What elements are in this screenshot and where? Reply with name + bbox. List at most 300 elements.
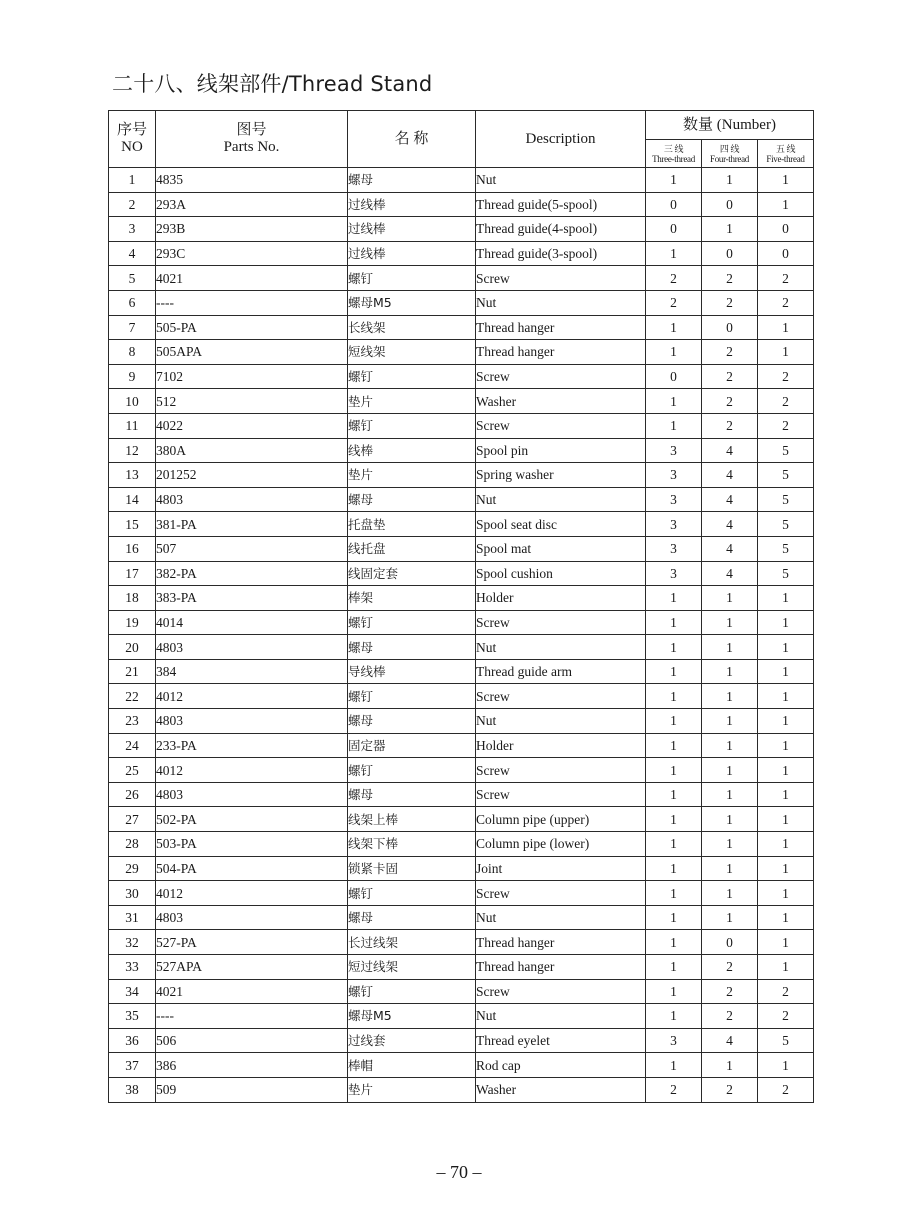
part-number: 4835: [156, 168, 348, 193]
qty-three-thread: 1: [646, 782, 702, 807]
qty-five-thread: 1: [758, 832, 814, 857]
qty-three-thread: 1: [646, 955, 702, 980]
qty-five-thread: 1: [758, 340, 814, 365]
table-header: [109, 111, 814, 168]
qty-three-thread: 0: [646, 217, 702, 242]
row-number: 37: [109, 1053, 156, 1078]
qty-five-thread: 1: [758, 733, 814, 758]
qty-five-thread: 1: [758, 1053, 814, 1078]
table-row: [109, 438, 814, 463]
table-row: [109, 709, 814, 734]
qty-four-thread: 4: [702, 1028, 758, 1053]
part-number: 509: [156, 1077, 348, 1102]
row-number: 32: [109, 930, 156, 955]
qty-five-thread: 5: [758, 512, 814, 537]
qty-four-thread: 1: [702, 758, 758, 783]
qty-four-thread: 1: [702, 610, 758, 635]
table-row: [109, 463, 814, 488]
part-name-cn: 螺母M5: [348, 290, 476, 315]
part-name-cn: 过线套: [348, 1028, 476, 1053]
qty-four-thread: 2: [702, 364, 758, 389]
part-description: Spool mat: [476, 536, 646, 561]
part-name-cn: 螺母M5: [348, 1004, 476, 1029]
part-number: 7102: [156, 364, 348, 389]
part-description: Nut: [476, 168, 646, 193]
qty-five-thread: 5: [758, 1028, 814, 1053]
part-name-cn: 锁紧卡固: [348, 856, 476, 881]
part-name-cn: 长线架: [348, 315, 476, 340]
header-part-cn: 图号: [236, 122, 267, 138]
table-row: [109, 782, 814, 807]
qty-five-thread: 5: [758, 561, 814, 586]
qty-three-thread: 1: [646, 881, 702, 906]
part-description: Screw: [476, 979, 646, 1004]
table-row: [109, 192, 814, 217]
part-number: 382-PA: [156, 561, 348, 586]
part-number: 293C: [156, 241, 348, 266]
qty-five-thread: 1: [758, 684, 814, 709]
part-number: 4021: [156, 979, 348, 1004]
qty-four-thread: 1: [702, 635, 758, 660]
qty-four-thread: 1: [702, 659, 758, 684]
part-description: Nut: [476, 487, 646, 512]
table-row: [109, 758, 814, 783]
part-description: Holder: [476, 733, 646, 758]
qty-five-thread: 2: [758, 290, 814, 315]
parts-table: [108, 110, 814, 1103]
part-name-cn: 螺母: [348, 782, 476, 807]
part-number: 4012: [156, 881, 348, 906]
row-number: 3: [109, 217, 156, 242]
qty-five-thread: 1: [758, 905, 814, 930]
qty-four-thread: 1: [702, 168, 758, 193]
row-number: 4: [109, 241, 156, 266]
part-number: 512: [156, 389, 348, 414]
header-four-en: Four-thread: [709, 153, 749, 164]
part-description: Nut: [476, 1004, 646, 1029]
part-number: 507: [156, 536, 348, 561]
row-number: 25: [109, 758, 156, 783]
part-name-cn: 螺母: [348, 905, 476, 930]
row-number: 26: [109, 782, 156, 807]
qty-three-thread: 1: [646, 635, 702, 660]
qty-three-thread: 1: [646, 930, 702, 955]
part-number: 4803: [156, 487, 348, 512]
qty-three-thread: 3: [646, 536, 702, 561]
row-number: 20: [109, 635, 156, 660]
part-description: Thread hanger: [476, 930, 646, 955]
qty-four-thread: 1: [702, 709, 758, 734]
table-row: [109, 340, 814, 365]
table-row: [109, 856, 814, 881]
part-number: 504-PA: [156, 856, 348, 881]
header-three-en: Three-thread: [652, 153, 695, 164]
qty-four-thread: 4: [702, 561, 758, 586]
row-number: 11: [109, 413, 156, 438]
table-row: [109, 1077, 814, 1102]
header-no-cn: 序号: [116, 122, 147, 138]
part-description: Screw: [476, 684, 646, 709]
part-description: Screw: [476, 758, 646, 783]
table-row: [109, 635, 814, 660]
part-number: 505-PA: [156, 315, 348, 340]
qty-four-thread: 2: [702, 266, 758, 291]
qty-three-thread: 3: [646, 438, 702, 463]
qty-five-thread: 5: [758, 536, 814, 561]
part-number: 4803: [156, 905, 348, 930]
qty-five-thread: 0: [758, 241, 814, 266]
qty-three-thread: 1: [646, 684, 702, 709]
qty-five-thread: 1: [758, 955, 814, 980]
header-five-cn: 五 线: [775, 143, 796, 154]
row-number: 16: [109, 536, 156, 561]
header-description: Description: [476, 111, 646, 168]
qty-four-thread: 4: [702, 536, 758, 561]
part-name-cn: 线架下棒: [348, 832, 476, 857]
table-row: [109, 536, 814, 561]
part-number: 201252: [156, 463, 348, 488]
qty-five-thread: 1: [758, 709, 814, 734]
qty-five-thread: 5: [758, 463, 814, 488]
table-row: [109, 1053, 814, 1078]
part-description: Thread guide(3-spool): [476, 241, 646, 266]
header-three-cn: 三 线: [663, 143, 684, 154]
qty-three-thread: 1: [646, 315, 702, 340]
part-description: Washer: [476, 389, 646, 414]
row-number: 8: [109, 340, 156, 365]
header-no: [109, 111, 156, 168]
qty-five-thread: 1: [758, 610, 814, 635]
row-number: 36: [109, 1028, 156, 1053]
qty-five-thread: 1: [758, 586, 814, 611]
qty-three-thread: 1: [646, 856, 702, 881]
table-row: [109, 955, 814, 980]
qty-four-thread: 0: [702, 241, 758, 266]
qty-three-thread: 1: [646, 709, 702, 734]
part-number: 506: [156, 1028, 348, 1053]
qty-three-thread: 1: [646, 1053, 702, 1078]
qty-five-thread: 2: [758, 1004, 814, 1029]
table-row: [109, 290, 814, 315]
part-name-cn: 线托盘: [348, 536, 476, 561]
table-row: [109, 389, 814, 414]
qty-three-thread: 1: [646, 340, 702, 365]
part-name-cn: 短过线架: [348, 955, 476, 980]
qty-three-thread: 1: [646, 168, 702, 193]
part-name-cn: 棒架: [348, 586, 476, 611]
part-name-cn: 垫片: [348, 389, 476, 414]
part-description: Thread guide(4-spool): [476, 217, 646, 242]
row-number: 10: [109, 389, 156, 414]
part-description: Screw: [476, 610, 646, 635]
part-description: Thread eyelet: [476, 1028, 646, 1053]
part-name-cn: 螺钉: [348, 881, 476, 906]
qty-five-thread: 1: [758, 807, 814, 832]
qty-five-thread: 1: [758, 168, 814, 193]
qty-five-thread: 1: [758, 192, 814, 217]
table-row: [109, 241, 814, 266]
part-description: Holder: [476, 586, 646, 611]
qty-three-thread: 1: [646, 610, 702, 635]
part-description: Screw: [476, 782, 646, 807]
part-number: 383-PA: [156, 586, 348, 611]
qty-three-thread: 3: [646, 463, 702, 488]
part-description: Screw: [476, 266, 646, 291]
table-row: [109, 512, 814, 537]
qty-five-thread: 1: [758, 782, 814, 807]
part-name-cn: 导线棒: [348, 659, 476, 684]
qty-four-thread: 1: [702, 905, 758, 930]
part-name-cn: 垫片: [348, 463, 476, 488]
table-row: [109, 413, 814, 438]
table-row: [109, 979, 814, 1004]
row-number: 31: [109, 905, 156, 930]
part-name-cn: 垫片: [348, 1077, 476, 1102]
part-description: Spool seat disc: [476, 512, 646, 537]
part-number: 293B: [156, 217, 348, 242]
row-number: 2: [109, 192, 156, 217]
qty-three-thread: 1: [646, 758, 702, 783]
part-name-cn: 固定器: [348, 733, 476, 758]
header-three-thread: [646, 140, 702, 168]
qty-four-thread: 4: [702, 463, 758, 488]
qty-five-thread: 1: [758, 635, 814, 660]
row-number: 1: [109, 168, 156, 193]
header-parts-no: [156, 111, 348, 168]
qty-five-thread: 2: [758, 979, 814, 1004]
part-name-cn: 过线棒: [348, 217, 476, 242]
table-row: [109, 1028, 814, 1053]
row-number: 15: [109, 512, 156, 537]
part-number: 381-PA: [156, 512, 348, 537]
table-row: [109, 1004, 814, 1029]
part-name-cn: 螺钉: [348, 266, 476, 291]
qty-four-thread: 2: [702, 413, 758, 438]
qty-five-thread: 1: [758, 315, 814, 340]
part-description: Thread hanger: [476, 955, 646, 980]
qty-four-thread: 1: [702, 856, 758, 881]
part-number: 4803: [156, 635, 348, 660]
table-row: [109, 881, 814, 906]
qty-three-thread: 2: [646, 290, 702, 315]
row-number: 28: [109, 832, 156, 857]
qty-four-thread: 0: [702, 315, 758, 340]
qty-four-thread: 1: [702, 1053, 758, 1078]
part-number: 527-PA: [156, 930, 348, 955]
header-four-cn: 四 线: [719, 143, 740, 154]
qty-three-thread: 2: [646, 266, 702, 291]
part-name-cn: 线固定套: [348, 561, 476, 586]
row-number: 13: [109, 463, 156, 488]
table-row: [109, 733, 814, 758]
part-description: Thread guide arm: [476, 659, 646, 684]
qty-three-thread: 3: [646, 512, 702, 537]
qty-five-thread: 2: [758, 389, 814, 414]
qty-three-thread: 1: [646, 586, 702, 611]
qty-four-thread: 2: [702, 1077, 758, 1102]
qty-four-thread: 2: [702, 290, 758, 315]
header-number: 数量 (Number): [646, 111, 814, 140]
qty-three-thread: 0: [646, 192, 702, 217]
part-description: Nut: [476, 290, 646, 315]
qty-three-thread: 1: [646, 241, 702, 266]
row-number: 5: [109, 266, 156, 291]
part-number: 505APA: [156, 340, 348, 365]
qty-four-thread: 1: [702, 832, 758, 857]
part-name-cn: 过线棒: [348, 192, 476, 217]
row-number: 18: [109, 586, 156, 611]
part-name-cn: 线棒: [348, 438, 476, 463]
qty-four-thread: 1: [702, 782, 758, 807]
part-name-cn: 托盘垫: [348, 512, 476, 537]
part-number: 233-PA: [156, 733, 348, 758]
part-name-cn: 螺母: [348, 487, 476, 512]
qty-four-thread: 0: [702, 930, 758, 955]
qty-five-thread: 1: [758, 856, 814, 881]
header-four-thread: [702, 140, 758, 168]
part-description: Spring washer: [476, 463, 646, 488]
part-number: 4803: [156, 709, 348, 734]
qty-three-thread: 1: [646, 659, 702, 684]
qty-four-thread: 2: [702, 1004, 758, 1029]
part-name-cn: 棒帽: [348, 1053, 476, 1078]
table-row: [109, 586, 814, 611]
page-title: 二十八、线架部件/Thread Stand: [112, 72, 433, 96]
part-name-cn: 螺钉: [348, 758, 476, 783]
qty-five-thread: 2: [758, 413, 814, 438]
table-row: [109, 905, 814, 930]
qty-three-thread: 3: [646, 1028, 702, 1053]
part-name-cn: 短线架: [348, 340, 476, 365]
part-description: Column pipe (lower): [476, 832, 646, 857]
part-description: Nut: [476, 709, 646, 734]
table-row: [109, 659, 814, 684]
qty-five-thread: 1: [758, 659, 814, 684]
part-number: 4803: [156, 782, 348, 807]
part-name-cn: 螺钉: [348, 413, 476, 438]
row-number: 27: [109, 807, 156, 832]
row-number: 30: [109, 881, 156, 906]
row-number: 19: [109, 610, 156, 635]
part-name-cn: 螺母: [348, 635, 476, 660]
qty-four-thread: 2: [702, 340, 758, 365]
qty-five-thread: 2: [758, 364, 814, 389]
qty-four-thread: 1: [702, 684, 758, 709]
qty-four-thread: 2: [702, 389, 758, 414]
qty-five-thread: 2: [758, 1077, 814, 1102]
qty-three-thread: 3: [646, 561, 702, 586]
part-name-cn: 螺钉: [348, 684, 476, 709]
part-number: 4021: [156, 266, 348, 291]
part-name-cn: 螺钉: [348, 979, 476, 1004]
part-description: Spool pin: [476, 438, 646, 463]
part-number: 527APA: [156, 955, 348, 980]
qty-four-thread: 2: [702, 955, 758, 980]
qty-four-thread: 4: [702, 487, 758, 512]
qty-three-thread: 3: [646, 487, 702, 512]
qty-three-thread: 2: [646, 1077, 702, 1102]
qty-four-thread: 1: [702, 881, 758, 906]
part-name-cn: 长过线架: [348, 930, 476, 955]
row-number: 24: [109, 733, 156, 758]
qty-three-thread: 1: [646, 807, 702, 832]
part-description: Nut: [476, 905, 646, 930]
table-row: [109, 807, 814, 832]
header-part-en: Parts No.: [223, 139, 280, 155]
part-description: Column pipe (upper): [476, 807, 646, 832]
part-number: 4012: [156, 758, 348, 783]
table-body: [109, 168, 814, 1103]
part-description: Joint: [476, 856, 646, 881]
row-number: 12: [109, 438, 156, 463]
part-number: ----: [156, 1004, 348, 1029]
row-number: 9: [109, 364, 156, 389]
row-number: 23: [109, 709, 156, 734]
qty-four-thread: 1: [702, 217, 758, 242]
table-row: [109, 217, 814, 242]
part-name-cn: 螺钉: [348, 364, 476, 389]
row-number: 33: [109, 955, 156, 980]
qty-three-thread: 0: [646, 364, 702, 389]
table-row: [109, 832, 814, 857]
qty-five-thread: 5: [758, 438, 814, 463]
part-number: ----: [156, 290, 348, 315]
qty-three-thread: 1: [646, 1004, 702, 1029]
table-row: [109, 487, 814, 512]
part-number: 4014: [156, 610, 348, 635]
qty-three-thread: 1: [646, 389, 702, 414]
table-row: [109, 930, 814, 955]
qty-five-thread: 0: [758, 217, 814, 242]
qty-three-thread: 1: [646, 979, 702, 1004]
page-number: – 70 –: [436, 1162, 482, 1182]
qty-five-thread: 1: [758, 930, 814, 955]
part-description: Nut: [476, 635, 646, 660]
part-number: 384: [156, 659, 348, 684]
part-number: 386: [156, 1053, 348, 1078]
qty-three-thread: 1: [646, 413, 702, 438]
row-number: 35: [109, 1004, 156, 1029]
table-row: [109, 315, 814, 340]
qty-three-thread: 1: [646, 733, 702, 758]
part-name-cn: 螺母: [348, 709, 476, 734]
row-number: 17: [109, 561, 156, 586]
qty-five-thread: 2: [758, 266, 814, 291]
part-description: Thread guide(5-spool): [476, 192, 646, 217]
row-number: 14: [109, 487, 156, 512]
part-name-cn: 过线棒: [348, 241, 476, 266]
table-row: [109, 364, 814, 389]
part-description: Rod cap: [476, 1053, 646, 1078]
part-name-cn: 线架上棒: [348, 807, 476, 832]
row-number: 29: [109, 856, 156, 881]
part-name-cn: 螺钉: [348, 610, 476, 635]
part-number: 293A: [156, 192, 348, 217]
header-five-thread: [758, 140, 814, 168]
table-row: [109, 610, 814, 635]
qty-three-thread: 1: [646, 905, 702, 930]
row-number: 6: [109, 290, 156, 315]
part-name-cn: 螺母: [348, 168, 476, 193]
qty-four-thread: 4: [702, 512, 758, 537]
table-row: [109, 684, 814, 709]
qty-five-thread: 1: [758, 758, 814, 783]
part-description: Screw: [476, 881, 646, 906]
row-number: 21: [109, 659, 156, 684]
table-row: [109, 266, 814, 291]
part-description: Thread hanger: [476, 315, 646, 340]
qty-four-thread: 2: [702, 979, 758, 1004]
